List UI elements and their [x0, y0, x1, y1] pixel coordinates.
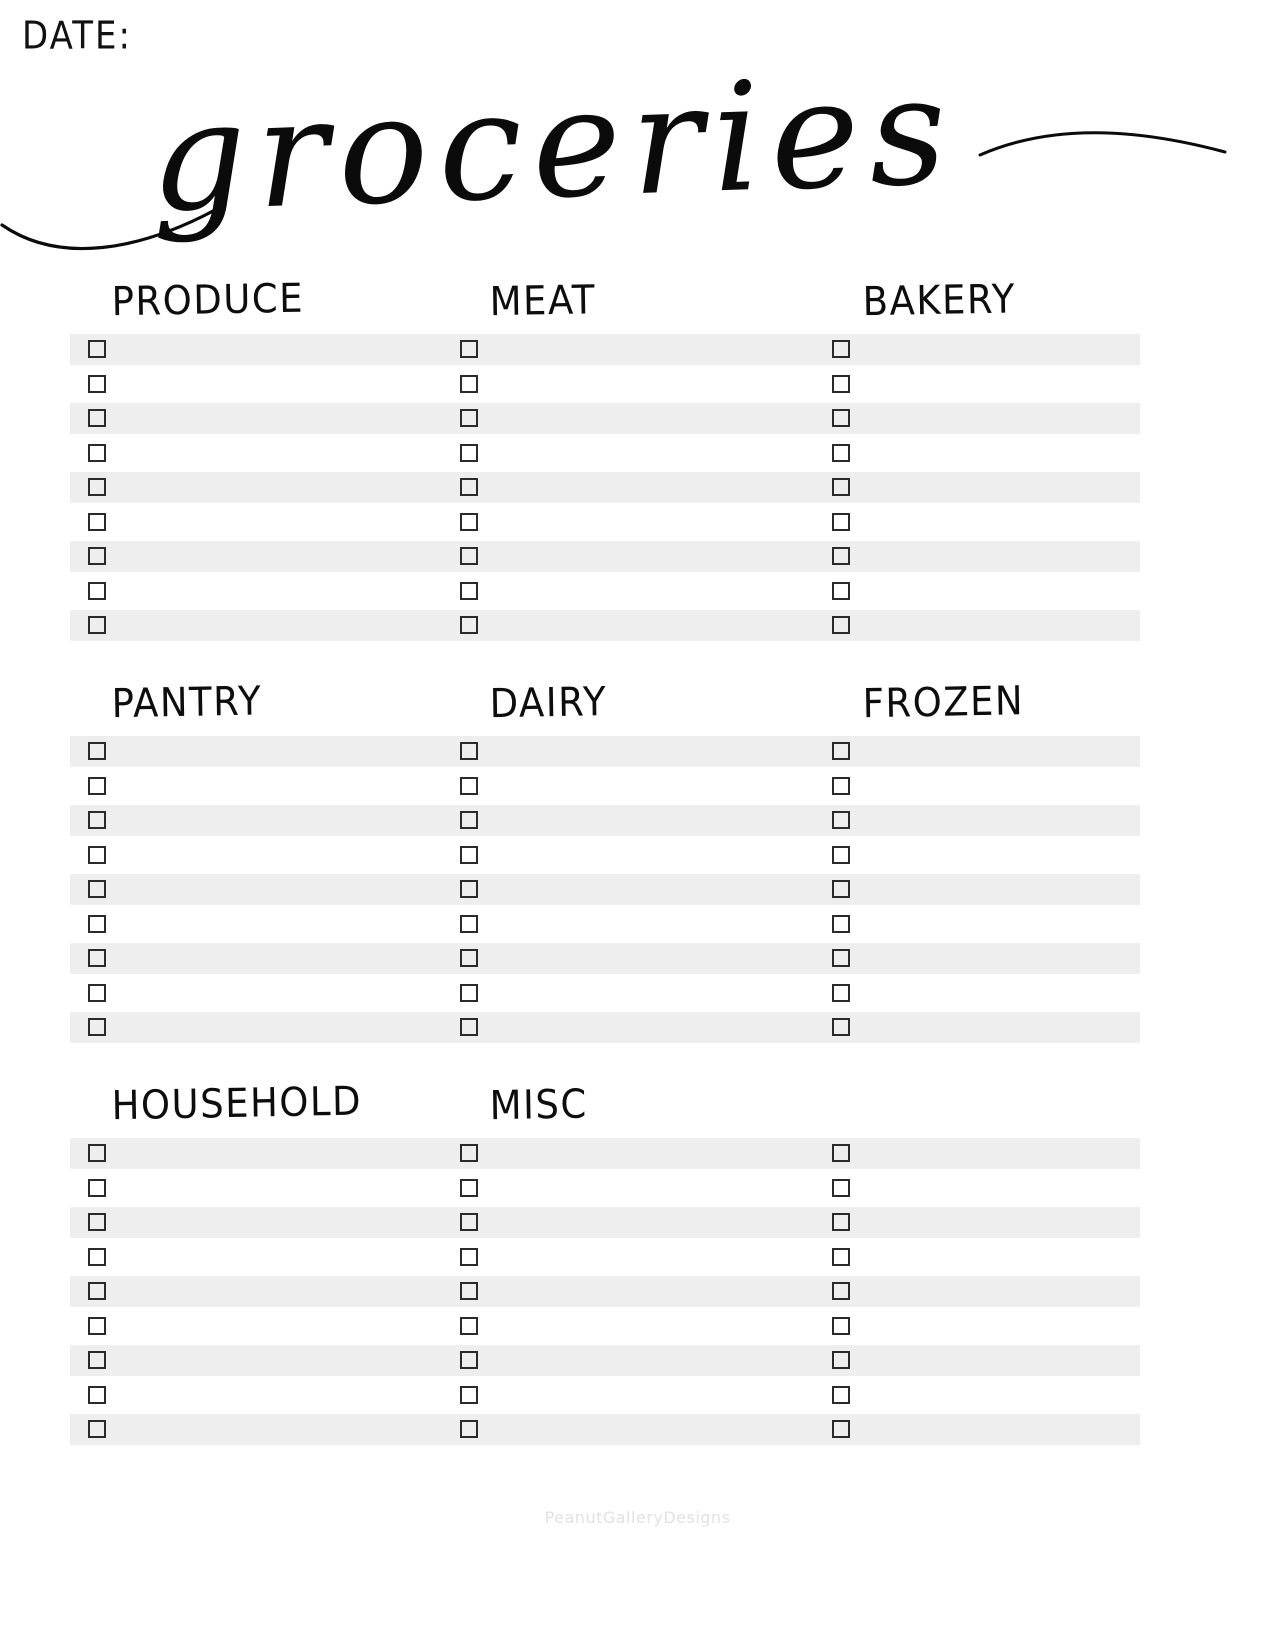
list-item[interactable]: [70, 943, 442, 974]
checkbox-icon[interactable]: [88, 616, 106, 634]
write-in-line[interactable]: [496, 840, 820, 871]
write-in-line[interactable]: [118, 771, 442, 802]
list-item[interactable]: [448, 403, 820, 434]
category-headers-1: [70, 274, 1210, 330]
table-row: [70, 1311, 1210, 1346]
write-in-line[interactable]: [870, 1207, 1140, 1238]
write-in-line[interactable]: [496, 576, 820, 607]
list-item[interactable]: [70, 507, 442, 538]
list-item[interactable]: [70, 909, 442, 940]
write-in-line[interactable]: [118, 472, 442, 503]
list-item[interactable]: [70, 771, 442, 802]
write-in-line[interactable]: [870, 438, 1140, 469]
write-in-line[interactable]: [118, 1242, 442, 1273]
write-in-line[interactable]: [496, 771, 820, 802]
list-item[interactable]: [70, 840, 442, 871]
checkbox-icon[interactable]: [832, 949, 850, 967]
checkbox-icon[interactable]: [460, 1248, 478, 1266]
list-item[interactable]: [448, 1012, 820, 1043]
list-item[interactable]: [448, 771, 820, 802]
checkbox-icon[interactable]: [88, 1351, 106, 1369]
list-item[interactable]: [822, 771, 1140, 802]
write-in-line[interactable]: [870, 1276, 1140, 1307]
checkbox-icon[interactable]: [88, 478, 106, 496]
write-in-line[interactable]: [870, 840, 1140, 871]
checkbox-icon[interactable]: [88, 1420, 106, 1438]
checkbox-icon[interactable]: [88, 409, 106, 427]
checkbox-icon[interactable]: [832, 915, 850, 933]
table-row: [70, 840, 1210, 875]
list-item[interactable]: [448, 438, 820, 469]
write-in-line[interactable]: [118, 978, 442, 1009]
table-row: [70, 1138, 1210, 1173]
checkbox-icon[interactable]: [88, 1248, 106, 1266]
write-in-line[interactable]: [496, 507, 820, 538]
table-row: [70, 541, 1210, 576]
list-item[interactable]: [822, 541, 1140, 572]
checkbox-icon[interactable]: [88, 1317, 106, 1335]
checkbox-icon[interactable]: [832, 1144, 850, 1162]
list-item[interactable]: [70, 1138, 442, 1169]
category-block-1: [70, 274, 1210, 645]
checkbox-icon[interactable]: [832, 478, 850, 496]
checkbox-icon[interactable]: [460, 1018, 478, 1036]
table-row: [70, 1173, 1210, 1208]
list-item[interactable]: [822, 1242, 1140, 1273]
table-row: [70, 1012, 1210, 1047]
write-in-line[interactable]: [496, 978, 820, 1009]
write-in-line[interactable]: [118, 1345, 442, 1376]
checkbox-icon[interactable]: [88, 777, 106, 795]
list-item[interactable]: [70, 736, 442, 767]
list-item[interactable]: [448, 978, 820, 1009]
write-in-line[interactable]: [496, 472, 820, 503]
checkbox-icon[interactable]: [88, 915, 106, 933]
checkbox-icon[interactable]: [88, 742, 106, 760]
table-row: [70, 805, 1210, 840]
list-item[interactable]: [822, 943, 1140, 974]
checkbox-icon[interactable]: [88, 582, 106, 600]
write-in-line[interactable]: [870, 334, 1140, 365]
write-in-line[interactable]: [118, 507, 442, 538]
write-in-line[interactable]: [496, 1242, 820, 1273]
list-item[interactable]: [70, 1414, 442, 1445]
write-in-line[interactable]: [496, 874, 820, 905]
list-item[interactable]: [448, 736, 820, 767]
page-title: groceries: [147, 43, 960, 247]
write-in-line[interactable]: [118, 840, 442, 871]
table-row: [70, 1380, 1210, 1415]
write-in-line[interactable]: [118, 1414, 442, 1445]
checkbox-icon[interactable]: [88, 513, 106, 531]
category-rows-1: [70, 334, 1210, 645]
list-item[interactable]: [822, 610, 1140, 641]
write-in-line[interactable]: [870, 736, 1140, 767]
checkbox-icon[interactable]: [460, 409, 478, 427]
checkbox-icon[interactable]: [460, 582, 478, 600]
list-item[interactable]: [70, 369, 442, 400]
list-item[interactable]: [448, 840, 820, 871]
table-row: [70, 403, 1210, 438]
checkbox-icon[interactable]: [88, 880, 106, 898]
checkbox-icon[interactable]: [832, 375, 850, 393]
checkbox-icon[interactable]: [88, 949, 106, 967]
table-row: [70, 874, 1210, 909]
category-block-3: [70, 1077, 1210, 1449]
write-in-line[interactable]: [118, 943, 442, 974]
write-in-line[interactable]: [496, 438, 820, 469]
table-row: [70, 576, 1210, 611]
category-title-household: HOUSEHOLD: [111, 1077, 363, 1129]
list-item[interactable]: [822, 736, 1140, 767]
checkbox-icon[interactable]: [460, 478, 478, 496]
table-row: [70, 610, 1210, 645]
table-row: [70, 909, 1210, 944]
write-in-line[interactable]: [118, 576, 442, 607]
checkbox-icon[interactable]: [460, 1282, 478, 1300]
list-item[interactable]: [822, 1345, 1140, 1376]
table-row: [70, 736, 1210, 771]
list-item[interactable]: [448, 874, 820, 905]
checkbox-icon[interactable]: [832, 1317, 850, 1335]
list-item[interactable]: [448, 1380, 820, 1411]
checkbox-icon[interactable]: [88, 811, 106, 829]
checkbox-icon[interactable]: [460, 984, 478, 1002]
write-in-line[interactable]: [870, 472, 1140, 503]
list-item[interactable]: [70, 334, 442, 365]
write-in-line[interactable]: [118, 1138, 442, 1169]
write-in-line[interactable]: [118, 369, 442, 400]
write-in-line[interactable]: [496, 1207, 820, 1238]
list-item[interactable]: [448, 1311, 820, 1342]
checkbox-icon[interactable]: [832, 846, 850, 864]
list-item[interactable]: [822, 1012, 1140, 1043]
write-in-line[interactable]: [496, 1311, 820, 1342]
list-item[interactable]: [70, 1345, 442, 1376]
write-in-line[interactable]: [496, 1414, 820, 1445]
write-in-line[interactable]: [870, 610, 1140, 641]
table-row: [70, 771, 1210, 806]
category-title-produce: PRODUCE: [111, 274, 305, 325]
table-row: [70, 1242, 1210, 1277]
list-item[interactable]: [70, 1242, 442, 1273]
list-item[interactable]: [70, 1207, 442, 1238]
list-item[interactable]: [70, 978, 442, 1009]
checkbox-icon[interactable]: [832, 513, 850, 531]
write-in-line[interactable]: [118, 874, 442, 905]
list-item[interactable]: [448, 1276, 820, 1307]
category-block-2: [70, 677, 1210, 1047]
list-item[interactable]: [448, 1138, 820, 1169]
checkbox-icon[interactable]: [88, 1018, 106, 1036]
table-row: [70, 1414, 1210, 1449]
category-headers-3: [70, 1077, 1210, 1134]
write-in-line[interactable]: [870, 1380, 1140, 1411]
list-item[interactable]: [448, 1242, 820, 1273]
checkbox-icon[interactable]: [460, 1386, 478, 1404]
list-item[interactable]: [822, 369, 1140, 400]
checkbox-icon[interactable]: [460, 547, 478, 565]
write-in-line[interactable]: [118, 1311, 442, 1342]
list-item[interactable]: [822, 840, 1140, 871]
list-item[interactable]: [822, 472, 1140, 503]
table-row: [70, 472, 1210, 507]
write-in-line[interactable]: [496, 541, 820, 572]
write-in-line[interactable]: [870, 771, 1140, 802]
list-item[interactable]: [70, 1012, 442, 1043]
write-in-line[interactable]: [870, 507, 1140, 538]
write-in-line[interactable]: [496, 1345, 820, 1376]
write-in-line[interactable]: [870, 1012, 1140, 1043]
table-row: [70, 507, 1210, 542]
list-item[interactable]: [822, 507, 1140, 538]
table-row: [70, 334, 1210, 369]
write-in-line[interactable]: [118, 1380, 442, 1411]
write-in-line[interactable]: [496, 909, 820, 940]
checkbox-icon[interactable]: [832, 340, 850, 358]
checkbox-icon[interactable]: [460, 880, 478, 898]
checkbox-icon[interactable]: [88, 1282, 106, 1300]
list-item[interactable]: [448, 909, 820, 940]
list-item[interactable]: [448, 1207, 820, 1238]
list-item[interactable]: [448, 369, 820, 400]
write-in-line[interactable]: [870, 1138, 1140, 1169]
list-item[interactable]: [822, 403, 1140, 434]
list-item[interactable]: [822, 1276, 1140, 1307]
table-row: [70, 943, 1210, 978]
list-item[interactable]: [448, 541, 820, 572]
checkbox-icon[interactable]: [832, 409, 850, 427]
list-item[interactable]: [822, 1138, 1140, 1169]
write-in-line[interactable]: [496, 805, 820, 836]
list-item[interactable]: [70, 1311, 442, 1342]
list-item[interactable]: [70, 805, 442, 836]
checkbox-icon[interactable]: [832, 582, 850, 600]
write-in-line[interactable]: [870, 1242, 1140, 1273]
checkbox-icon[interactable]: [88, 1386, 106, 1404]
checkbox-icon[interactable]: [832, 616, 850, 634]
table-row: [70, 1207, 1210, 1242]
write-in-line[interactable]: [870, 1414, 1140, 1445]
checkbox-icon[interactable]: [460, 915, 478, 933]
category-title-bakery: BAKERY: [862, 275, 1017, 325]
footer-credit: PeanutGalleryDesigns: [544, 1508, 731, 1527]
checkbox-icon[interactable]: [460, 811, 478, 829]
checkbox-icon[interactable]: [832, 742, 850, 760]
checkbox-icon[interactable]: [88, 444, 106, 462]
checkbox-icon[interactable]: [832, 547, 850, 565]
checkbox-icon[interactable]: [460, 444, 478, 462]
write-in-line[interactable]: [496, 943, 820, 974]
write-in-line[interactable]: [496, 1012, 820, 1043]
list-item[interactable]: [822, 1414, 1140, 1445]
table-row: [70, 369, 1210, 404]
category-title-frozen: FROZEN: [862, 677, 1025, 727]
checkbox-icon[interactable]: [832, 1282, 850, 1300]
write-in-line[interactable]: [870, 909, 1140, 940]
checkbox-icon[interactable]: [832, 1018, 850, 1036]
write-in-line[interactable]: [870, 541, 1140, 572]
list-item[interactable]: [448, 1173, 820, 1204]
category-title-dairy: DAIRY: [489, 678, 608, 727]
checkbox-icon[interactable]: [832, 880, 850, 898]
checkbox-icon[interactable]: [832, 984, 850, 1002]
list-item[interactable]: [448, 472, 820, 503]
list-item[interactable]: [70, 610, 442, 641]
table-row: [70, 1276, 1210, 1311]
write-in-line[interactable]: [118, 610, 442, 641]
write-in-line[interactable]: [118, 403, 442, 434]
write-in-line[interactable]: [870, 874, 1140, 905]
list-item[interactable]: [448, 610, 820, 641]
table-row: [70, 1345, 1210, 1380]
checkbox-icon[interactable]: [460, 1420, 478, 1438]
write-in-line[interactable]: [870, 403, 1140, 434]
checkbox-icon[interactable]: [460, 1317, 478, 1335]
checkbox-icon[interactable]: [832, 1420, 850, 1438]
list-item[interactable]: [448, 805, 820, 836]
list-item[interactable]: [822, 978, 1140, 1009]
write-in-line[interactable]: [496, 334, 820, 365]
checkbox-icon[interactable]: [832, 1351, 850, 1369]
write-in-line[interactable]: [496, 1276, 820, 1307]
checkbox-icon[interactable]: [460, 616, 478, 634]
write-in-line[interactable]: [496, 1380, 820, 1411]
checkbox-icon[interactable]: [832, 1179, 850, 1197]
checkbox-icon[interactable]: [460, 340, 478, 358]
write-in-line[interactable]: [496, 610, 820, 641]
checkbox-icon[interactable]: [460, 1179, 478, 1197]
checkbox-icon[interactable]: [460, 949, 478, 967]
checkbox-icon[interactable]: [88, 1144, 106, 1162]
date-label: DATE:: [22, 14, 132, 59]
write-in-line[interactable]: [496, 736, 820, 767]
checkbox-icon[interactable]: [460, 777, 478, 795]
table-row: [70, 438, 1210, 473]
list-item[interactable]: [822, 909, 1140, 940]
list-item[interactable]: [822, 1207, 1140, 1238]
checkbox-icon[interactable]: [88, 846, 106, 864]
write-in-line[interactable]: [118, 1012, 442, 1043]
checkbox-icon[interactable]: [88, 375, 106, 393]
list-item[interactable]: [448, 943, 820, 974]
list-item[interactable]: [70, 1276, 442, 1307]
list-item[interactable]: [448, 576, 820, 607]
checkbox-icon[interactable]: [88, 984, 106, 1002]
checkbox-icon[interactable]: [832, 811, 850, 829]
list-item[interactable]: [822, 438, 1140, 469]
write-in-line[interactable]: [118, 334, 442, 365]
checkbox-icon[interactable]: [460, 375, 478, 393]
checkbox-icon[interactable]: [88, 1213, 106, 1231]
checkbox-icon[interactable]: [460, 1351, 478, 1369]
list-item[interactable]: [822, 576, 1140, 607]
write-in-line[interactable]: [870, 1173, 1140, 1204]
list-item[interactable]: [70, 472, 442, 503]
checkbox-icon[interactable]: [832, 1386, 850, 1404]
checkbox-icon[interactable]: [832, 1213, 850, 1231]
list-item[interactable]: [70, 874, 442, 905]
checkbox-icon[interactable]: [460, 846, 478, 864]
write-in-line[interactable]: [870, 1345, 1140, 1376]
write-in-line[interactable]: [496, 1138, 820, 1169]
checkbox-icon[interactable]: [88, 1179, 106, 1197]
list-item[interactable]: [70, 541, 442, 572]
list-item[interactable]: [70, 438, 442, 469]
write-in-line[interactable]: [870, 369, 1140, 400]
list-item[interactable]: [822, 1173, 1140, 1204]
checkbox-icon[interactable]: [88, 340, 106, 358]
category-title-misc: MISC: [489, 1080, 589, 1129]
write-in-line[interactable]: [870, 576, 1140, 607]
list-item[interactable]: [822, 334, 1140, 365]
list-item[interactable]: [448, 1345, 820, 1376]
checkbox-icon[interactable]: [460, 742, 478, 760]
write-in-line[interactable]: [118, 805, 442, 836]
write-in-line[interactable]: [118, 1173, 442, 1204]
list-item[interactable]: [70, 1173, 442, 1204]
list-item[interactable]: [822, 805, 1140, 836]
category-headers-2: [70, 677, 1210, 732]
checkbox-icon[interactable]: [460, 1144, 478, 1162]
list-item[interactable]: [822, 874, 1140, 905]
category-title-pantry: PANTRY: [111, 677, 263, 727]
write-in-line[interactable]: [496, 403, 820, 434]
write-in-line[interactable]: [496, 369, 820, 400]
list-item[interactable]: [822, 1380, 1140, 1411]
checkbox-icon[interactable]: [460, 513, 478, 531]
list-item[interactable]: [70, 576, 442, 607]
checkbox-icon[interactable]: [832, 777, 850, 795]
write-in-line[interactable]: [870, 1311, 1140, 1342]
write-in-line[interactable]: [870, 943, 1140, 974]
category-rows-2: [70, 736, 1210, 1047]
write-in-line[interactable]: [870, 978, 1140, 1009]
write-in-line[interactable]: [118, 541, 442, 572]
write-in-line[interactable]: [118, 736, 442, 767]
checkbox-icon[interactable]: [88, 547, 106, 565]
checkbox-icon[interactable]: [832, 444, 850, 462]
category-title-meat: MEAT: [489, 276, 597, 325]
list-item[interactable]: [448, 507, 820, 538]
table-row: [70, 978, 1210, 1013]
checkbox-icon[interactable]: [460, 1213, 478, 1231]
write-in-line[interactable]: [870, 805, 1140, 836]
write-in-line[interactable]: [118, 1207, 442, 1238]
write-in-line[interactable]: [118, 1276, 442, 1307]
write-in-line[interactable]: [118, 909, 442, 940]
list-item[interactable]: [448, 334, 820, 365]
list-item[interactable]: [70, 1380, 442, 1411]
list-item[interactable]: [448, 1414, 820, 1445]
write-in-line[interactable]: [496, 1173, 820, 1204]
list-item[interactable]: [822, 1311, 1140, 1342]
write-in-line[interactable]: [118, 438, 442, 469]
checkbox-icon[interactable]: [832, 1248, 850, 1266]
list-item[interactable]: [70, 403, 442, 434]
category-rows-3: [70, 1138, 1210, 1449]
